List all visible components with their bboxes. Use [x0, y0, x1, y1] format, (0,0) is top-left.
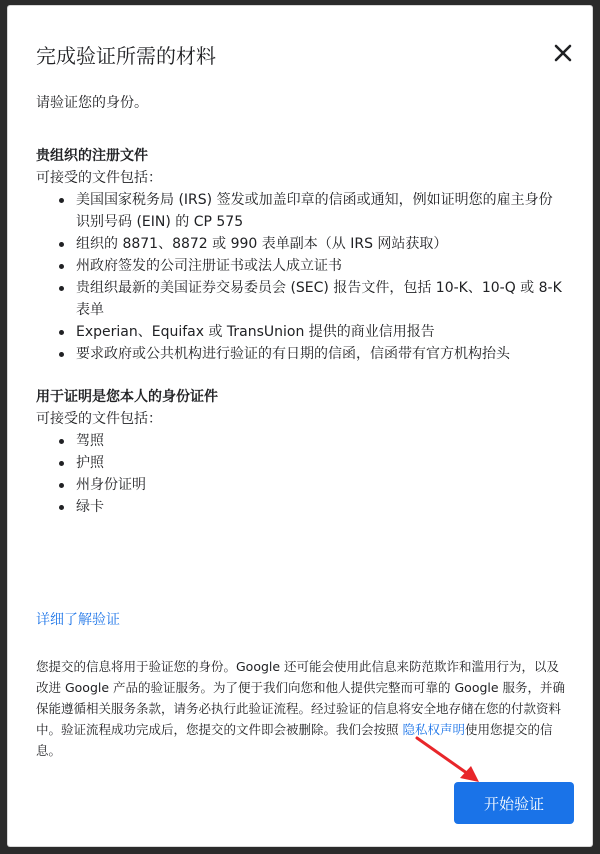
close-button[interactable]: [548, 38, 578, 68]
accepted-label: 可接受的文件包括：: [36, 170, 162, 186]
registration-docs-list: [36, 189, 566, 365]
dialog-content: [36, 92, 566, 518]
list-item: Experian、Equifax 或 TransUnion 提供的商业信用报告: [76, 321, 566, 343]
close-icon: [548, 38, 578, 68]
privacy-policy-link[interactable]: 隐私权声明: [402, 722, 465, 737]
list-item: 州身份证明: [76, 474, 566, 496]
verification-dialog: [8, 6, 592, 846]
disclaimer-tail: 使用您提交的信息。: [36, 722, 553, 758]
start-verification-button[interactable]: 开始验证: [454, 782, 574, 824]
list-item: 绿卡: [76, 496, 566, 518]
list-item: 要求政府或公共机构进行验证的有日期的信函，信函带有官方机构抬头: [76, 343, 566, 365]
list-item: 贵组织最新的美国证券交易委员会 (SEC) 报告文件，包括 10-K、10-Q 或 8-K 表单: [76, 277, 566, 321]
intro-text: 请验证您的身份。: [36, 95, 148, 111]
list-item: 护照: [76, 452, 566, 474]
dialog-title: 完成验证所需的材料: [36, 44, 216, 68]
disclaimer-body: 您提交的信息将用于验证您的身份。Google 还可能会使用此信息来防范欺诈和滥用行为，以及改进 Google 产品的验证服务。为了便于我们向您和他人提供完整而可靠的 Google 服务，并确保能遵循相关服务条款，请务必执行此验证流程。经过验证的信息将安全地存储在您的付款资料中。验证流程成功完成后，您提交的文件即会被删除。我们会按照: [36, 659, 566, 737]
section-heading-identity: 用于证明是您本人的身份证件: [36, 389, 218, 405]
identity-docs-list: [36, 430, 566, 518]
accepted-label: 可接受的文件包括：: [36, 411, 162, 427]
list-item: 美国国家税务局 (IRS) 签发或加盖印章的信函或通知，例如证明您的雇主身份识别号码 (EIN) 的 CP 575: [76, 189, 566, 233]
list-item: 组织的 8871、8872 或 990 表单副本（从 IRS 网站获取）: [76, 233, 566, 255]
list-item: 州政府签发的公司注册证书或法人成立证书: [76, 255, 566, 277]
section-heading-registration: 贵组织的注册文件: [36, 148, 148, 164]
learn-more-link[interactable]: 详细了解验证: [36, 612, 120, 628]
list-item: 驾照: [76, 430, 566, 452]
